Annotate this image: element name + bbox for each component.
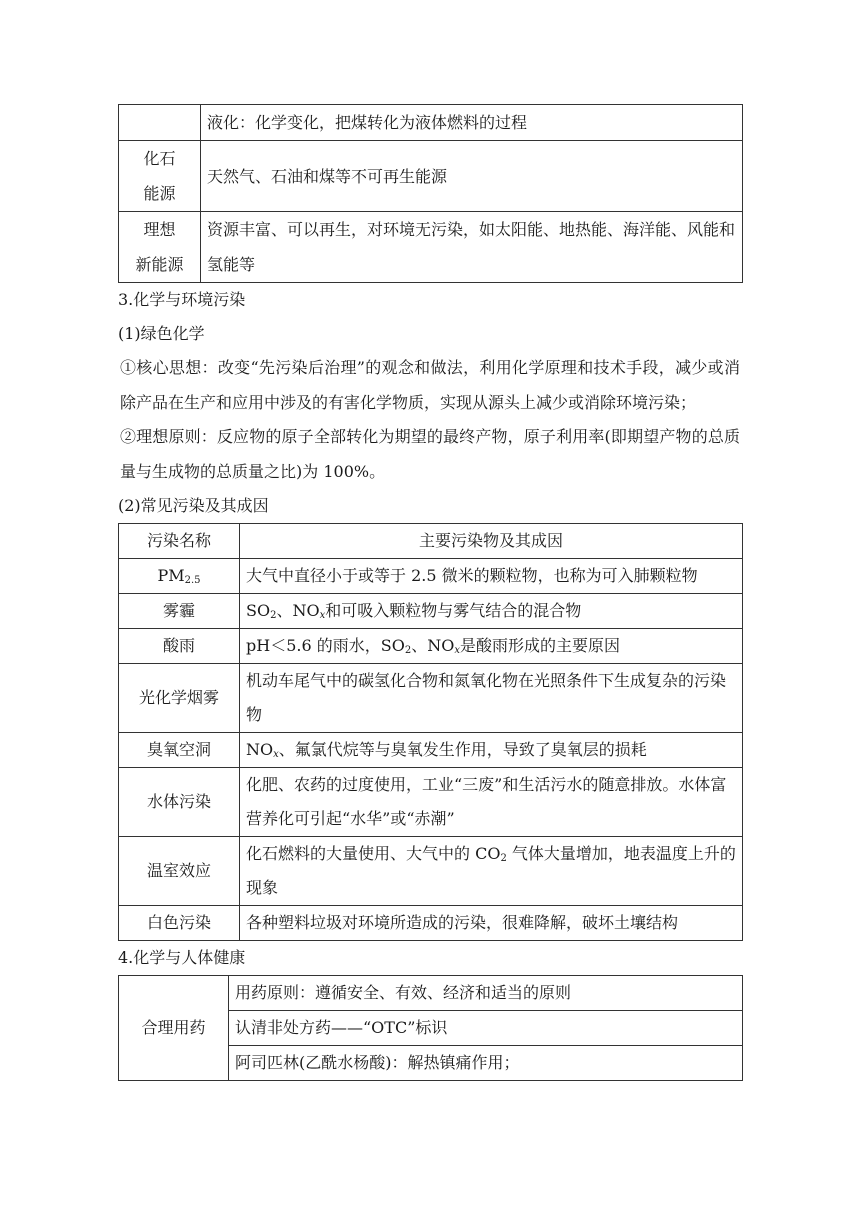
paragraph: ①核心思想：改变“先污染后治理”的观念和做法，利用化学原理和技术手段，减少或消除产品在生产和应用中涉及的有害化学物质，实现从源头上减少或消除环境污染；: [120, 358, 740, 412]
label-line: 能源: [143, 184, 176, 203]
desc-text: pH＜5.6 的雨水，SO: [246, 636, 405, 655]
energy-label-cell: [119, 141, 201, 212]
pollution-desc: 机动车尾气中的碳氢化合物和氮氧化物在光照条件下生成复杂的污染物: [240, 664, 743, 733]
section-heading: 3.化学与环境污染: [118, 290, 246, 309]
table-row: [119, 976, 743, 1011]
subscript: 2: [404, 645, 412, 656]
energy-content-cell: 资源丰富、可以再生，对环境无污染，如太阳能、地热能、海洋能、风能和氢能等: [201, 212, 743, 283]
desc-text: 、氟氯代烷等与臭氧发生作用，导致了臭氧层的损耗: [278, 740, 647, 759]
subscript: 2.5: [184, 575, 201, 586]
pollution-name: 光化学烟雾: [119, 664, 240, 733]
energy-content-cell: 液化：化学变化，把煤转化为液体燃料的过程: [201, 105, 743, 141]
desc-text: SO: [246, 601, 271, 620]
subsection-heading: (2)常见污染及其成因: [118, 496, 269, 515]
subscript-var: x: [319, 610, 326, 621]
health-table: [118, 975, 743, 1081]
document-page: [118, 104, 742, 1081]
pollution-desc: [240, 837, 743, 906]
label-line: 化石: [143, 149, 176, 168]
health-content-cell: 用药原则：遵循安全、有效、经济和适当的原则: [229, 976, 743, 1011]
pollution-name: 雾霾: [119, 594, 240, 629]
pollution-name: 温室效应: [119, 837, 240, 906]
energy-label-cell: [119, 212, 201, 283]
health-label-cell: 合理用药: [119, 976, 229, 1081]
pollution-desc: 大气中直径小于或等于 2.5 微米的颗粒物，也称为可入肺颗粒物: [240, 559, 743, 594]
table-row: [119, 906, 743, 941]
subscript-var: x: [454, 645, 460, 656]
subscript: 2: [270, 610, 277, 621]
table-header-row: [119, 524, 743, 559]
subscript: 2: [500, 853, 507, 864]
section-heading: 4.化学与人体健康: [118, 948, 246, 967]
table-row: [119, 212, 743, 283]
subscript-var: x: [273, 749, 279, 760]
table-row: [119, 837, 743, 906]
pollution-name: 白色污染: [119, 906, 240, 941]
table-row: [119, 559, 743, 594]
desc-text: 和可吸入颗粒物与雾气结合的混合物: [325, 601, 582, 620]
pollution-name: [119, 559, 240, 594]
desc-text: 气体大量增加，地表温度上升的现象: [246, 844, 736, 897]
table-row: [119, 141, 743, 212]
energy-table: [118, 104, 743, 283]
pollution-name: 酸雨: [119, 629, 240, 664]
table-row: [119, 594, 743, 629]
desc-text: NO: [246, 740, 274, 759]
health-content-cell: 阿司匹林(乙酰水杨酸)：解热镇痛作用；: [229, 1046, 743, 1081]
label-line: 新能源: [135, 255, 184, 274]
pollution-desc: [240, 629, 743, 664]
name-text: PM: [157, 566, 185, 585]
subsection-heading: (1)绿色化学: [118, 324, 205, 343]
table-row: [119, 629, 743, 664]
pollution-desc: 各种塑料垃圾对环境所造成的污染，很难降解，破坏土壤结构: [240, 906, 743, 941]
pollution-desc: [240, 594, 743, 629]
pollution-desc: 化肥、农药的过度使用，工业“三废”和生活污水的随意排放。水体富营养化可引起“水华”或“赤潮”: [240, 768, 743, 837]
pollution-table: [118, 523, 743, 941]
table-row: [119, 733, 743, 768]
desc-text: 化石燃料的大量使用、大气中的 CO: [246, 844, 501, 863]
desc-text: 、NO: [411, 636, 455, 655]
health-content-cell: 认清非处方药——“OTC”标识: [229, 1011, 743, 1046]
desc-text: 、NO: [276, 601, 320, 620]
label-line: 理想: [143, 220, 176, 239]
desc-text: 是酸雨形成的主要原因: [459, 636, 620, 655]
paragraph: ②理想原则：反应物的原子全部转化为期望的最终产物，原子利用率(即期望产物的总质量与生成物的总质量之比)为 100%。: [120, 427, 740, 481]
table-row: [119, 105, 743, 141]
energy-content-cell: 天然气、石油和煤等不可再生能源: [201, 141, 743, 212]
energy-label-cell: [119, 105, 201, 141]
pollution-name: 臭氧空洞: [119, 733, 240, 768]
pollution-name: 水体污染: [119, 768, 240, 837]
pollution-desc: [240, 733, 743, 768]
column-header: 主要污染物及其成因: [240, 524, 743, 559]
table-row: [119, 768, 743, 837]
column-header: 污染名称: [119, 524, 240, 559]
table-row: [119, 664, 743, 733]
